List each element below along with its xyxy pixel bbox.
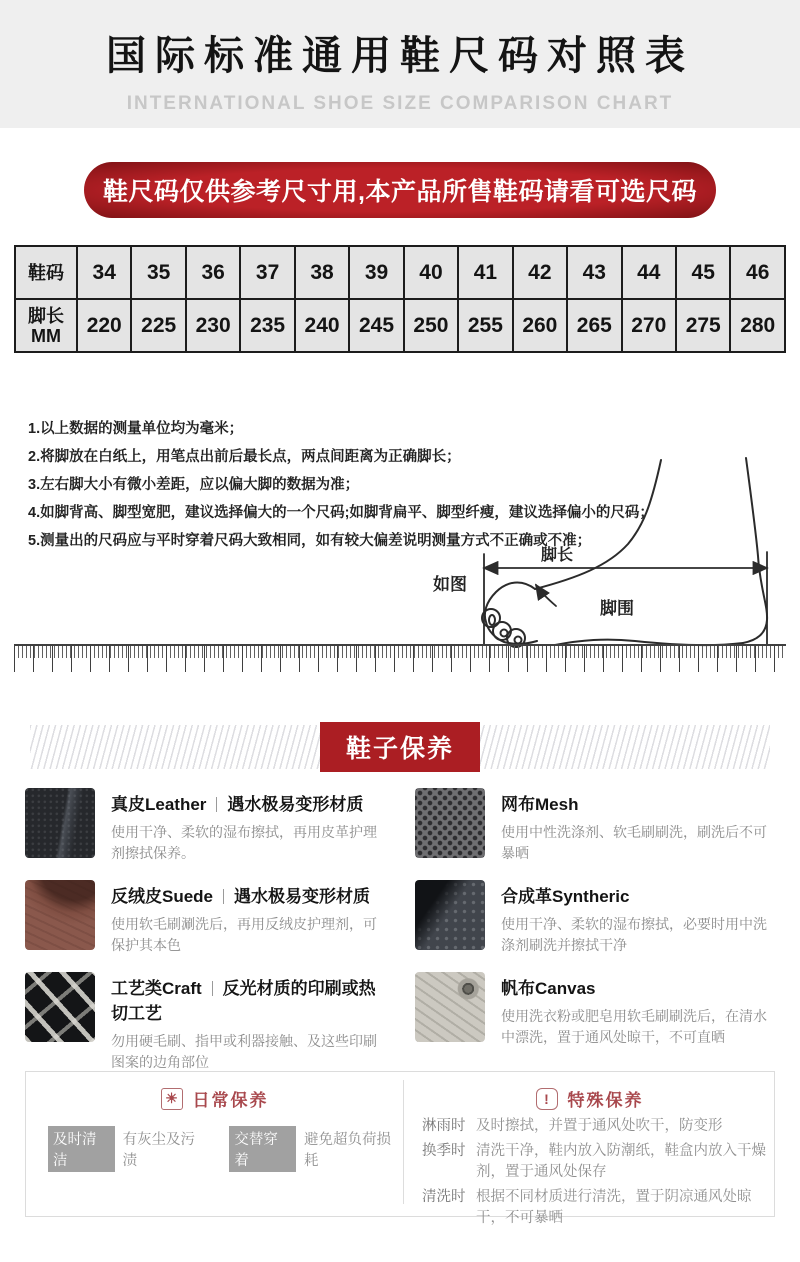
tip-text: 避免超负荷损耗 (303, 1132, 391, 1169)
special-care-header (404, 1086, 775, 1111)
as-shown-label: 如图 (433, 575, 467, 594)
care-item-craft (25, 972, 387, 1073)
page-title: 国际标准通用鞋尺码对照表 (106, 34, 694, 78)
care-item-title (501, 790, 777, 815)
special-care-tips (422, 1116, 766, 1233)
special-care-pane (404, 1072, 775, 1226)
foot-length-label-cn: 脚长 (28, 305, 64, 326)
table-cell: 255 (458, 299, 512, 352)
table-cell: 38 (295, 246, 349, 299)
canvas-texture-image (415, 972, 485, 1042)
material-name: 真皮Leather (111, 795, 207, 814)
care-item-description: 使用软毛刷涮洗后，再用反绒皮护理剂，可保护其本色 (111, 916, 377, 953)
table-cell: 235 (240, 299, 294, 352)
table-cell: 270 (622, 299, 676, 352)
foot-length-label: 脚长 (541, 547, 574, 564)
table-cell: 265 (567, 299, 621, 352)
care-item-description: 使用干净、柔软的湿布擦拭，再用皮革护理剂擦拭保养。 (111, 824, 377, 861)
table-cell: 37 (240, 246, 294, 299)
divider (223, 889, 224, 904)
tip-label: 清洗时 (422, 1189, 466, 1205)
tip-label: 换季时 (422, 1143, 466, 1159)
table-cell: 225 (131, 299, 185, 352)
daily-tip (48, 1126, 207, 1172)
table-cell: 45 (676, 246, 730, 299)
material-name: 反绒皮Suede (111, 887, 214, 906)
material-name: 工艺类Craft (111, 979, 202, 998)
tip-tag: 及时清洁 (48, 1126, 115, 1172)
mesh-texture-image (415, 788, 485, 858)
ruler-graphic (14, 644, 786, 674)
table-cell: 250 (404, 299, 458, 352)
care-item-description: 使用洗衣粉或肥皂用软毛刷刷洗后，在清水中漂洗，置于通风处晾干，不可直晒 (501, 1008, 767, 1045)
material-tagline: 遇水极易变形材质 (234, 887, 371, 906)
care-item-title (111, 790, 387, 815)
tip-label: 淋雨时 (422, 1118, 466, 1134)
notice-banner-text: 鞋尺码仅供参考尺寸用,本产品所售鞋码请看可选尺码 (103, 178, 697, 206)
foot-outline-drawing (425, 448, 795, 653)
care-item-description: 使用干净、柔软的湿布擦拭，必要时用中洗涤剂刷洗并擦拭干净 (501, 916, 767, 953)
divider (216, 797, 217, 812)
material-name: 合成革Syntheric (501, 887, 630, 906)
craft-texture-image (25, 972, 95, 1042)
care-item-leather (25, 788, 387, 864)
leather-texture-image (25, 788, 95, 858)
notice-banner (84, 162, 716, 218)
row-label-foot-length (15, 299, 77, 352)
tip-text: 及时擦拭，并置于通风处吹干，防变形 (476, 1118, 723, 1134)
table-row-foot-lengths (15, 299, 785, 352)
table-cell: 245 (349, 299, 403, 352)
daily-care-header (26, 1086, 403, 1111)
care-item-title (501, 974, 777, 999)
table-cell: 42 (513, 246, 567, 299)
daily-tip (229, 1126, 403, 1172)
care-tips-box (25, 1071, 775, 1226)
synthetic-texture-image (415, 880, 485, 950)
table-cell: 275 (676, 299, 730, 352)
special-tip (422, 1116, 766, 1137)
tip-text: 有灰尘及污渍 (122, 1132, 196, 1169)
daily-care-pane (26, 1072, 403, 1216)
table-cell: 36 (186, 246, 240, 299)
tip-text: 清洗干净，鞋内放入防潮纸，鞋盒内放入干燥剂，置于通风处保存 (476, 1143, 766, 1180)
table-cell: 230 (186, 299, 240, 352)
table-cell: 46 (730, 246, 785, 299)
page-header (0, 0, 800, 128)
foot-length-label-mm: MM (31, 325, 61, 346)
sun-icon: ☀ (161, 1088, 183, 1110)
care-item-suede (25, 880, 387, 956)
care-item-description: 勿用硬毛刷、指甲或利器接触、及这些印刷图案的边角部位 (111, 1033, 377, 1070)
page-subtitle: INTERNATIONAL SHOE SIZE COMPARISON CHART (126, 93, 674, 114)
care-item-description: 使用中性洗涤剂、软毛刷刷洗，刷洗后不可暴晒 (501, 824, 767, 861)
table-cell: 34 (77, 246, 131, 299)
care-item-title (111, 882, 387, 907)
table-cell: 35 (131, 246, 185, 299)
table-cell: 260 (513, 299, 567, 352)
care-item-title (501, 882, 777, 907)
care-item-title (111, 974, 387, 1024)
tip-tag: 交替穿着 (229, 1126, 296, 1172)
care-item-canvas (415, 972, 777, 1048)
divider (212, 981, 213, 996)
foot-measurement-diagram (425, 448, 795, 653)
note-line: 3.左右脚大小有微小差距，应以偏大脚的数据为准； (28, 477, 360, 493)
table-cell: 44 (622, 246, 676, 299)
special-tip (422, 1187, 766, 1229)
material-tagline: 反光材质的印刷或热切工艺 (111, 979, 376, 1023)
foot-girth-label: 脚围 (600, 599, 634, 618)
table-row-sizes (15, 246, 785, 299)
table-cell: 39 (349, 246, 403, 299)
daily-care-tips (48, 1126, 403, 1172)
table-cell: 40 (404, 246, 458, 299)
size-comparison-table (14, 245, 786, 353)
note-line: 1.以上数据的测量单位均为毫米； (28, 421, 244, 437)
care-item-mesh (415, 788, 777, 864)
table-cell: 41 (458, 246, 512, 299)
care-item-synthetic (415, 880, 777, 956)
table-cell: 240 (295, 299, 349, 352)
care-section-title: 鞋子保养 (320, 722, 480, 772)
special-tip (422, 1141, 766, 1183)
table-cell: 280 (730, 299, 785, 352)
row-label-shoe-size: 鞋码 (15, 246, 77, 299)
special-care-title: 特殊保养 (567, 1091, 644, 1110)
material-name: 网布Mesh (501, 795, 579, 814)
material-tagline: 遇水极易变形材质 (227, 795, 364, 814)
note-line: 5.测量出的尺码应与平时穿着尺码大致相同，如有较大偏差说明测量方式不正确或不准； (28, 533, 592, 549)
tip-text: 根据不同材质进行清洗，置于阴凉通风处晾干，不可暴晒 (476, 1189, 752, 1226)
note-line: 4.如脚背高、脚型宽肥，建议选择偏大的一个尺码;如脚背扁平、脚型纤瘦，建议选择偏小的尺码； (28, 505, 654, 521)
table-cell: 43 (567, 246, 621, 299)
table-cell: 220 (77, 299, 131, 352)
daily-care-title: 日常保养 (192, 1091, 269, 1110)
material-name: 帆布Canvas (501, 979, 596, 998)
note-line: 2.将脚放在白纸上，用笔点出前后最长点，两点间距离为正确脚长； (28, 449, 461, 465)
exclamation-icon: ! (536, 1088, 558, 1110)
care-section-banner (30, 725, 770, 769)
suede-texture-image (25, 880, 95, 950)
